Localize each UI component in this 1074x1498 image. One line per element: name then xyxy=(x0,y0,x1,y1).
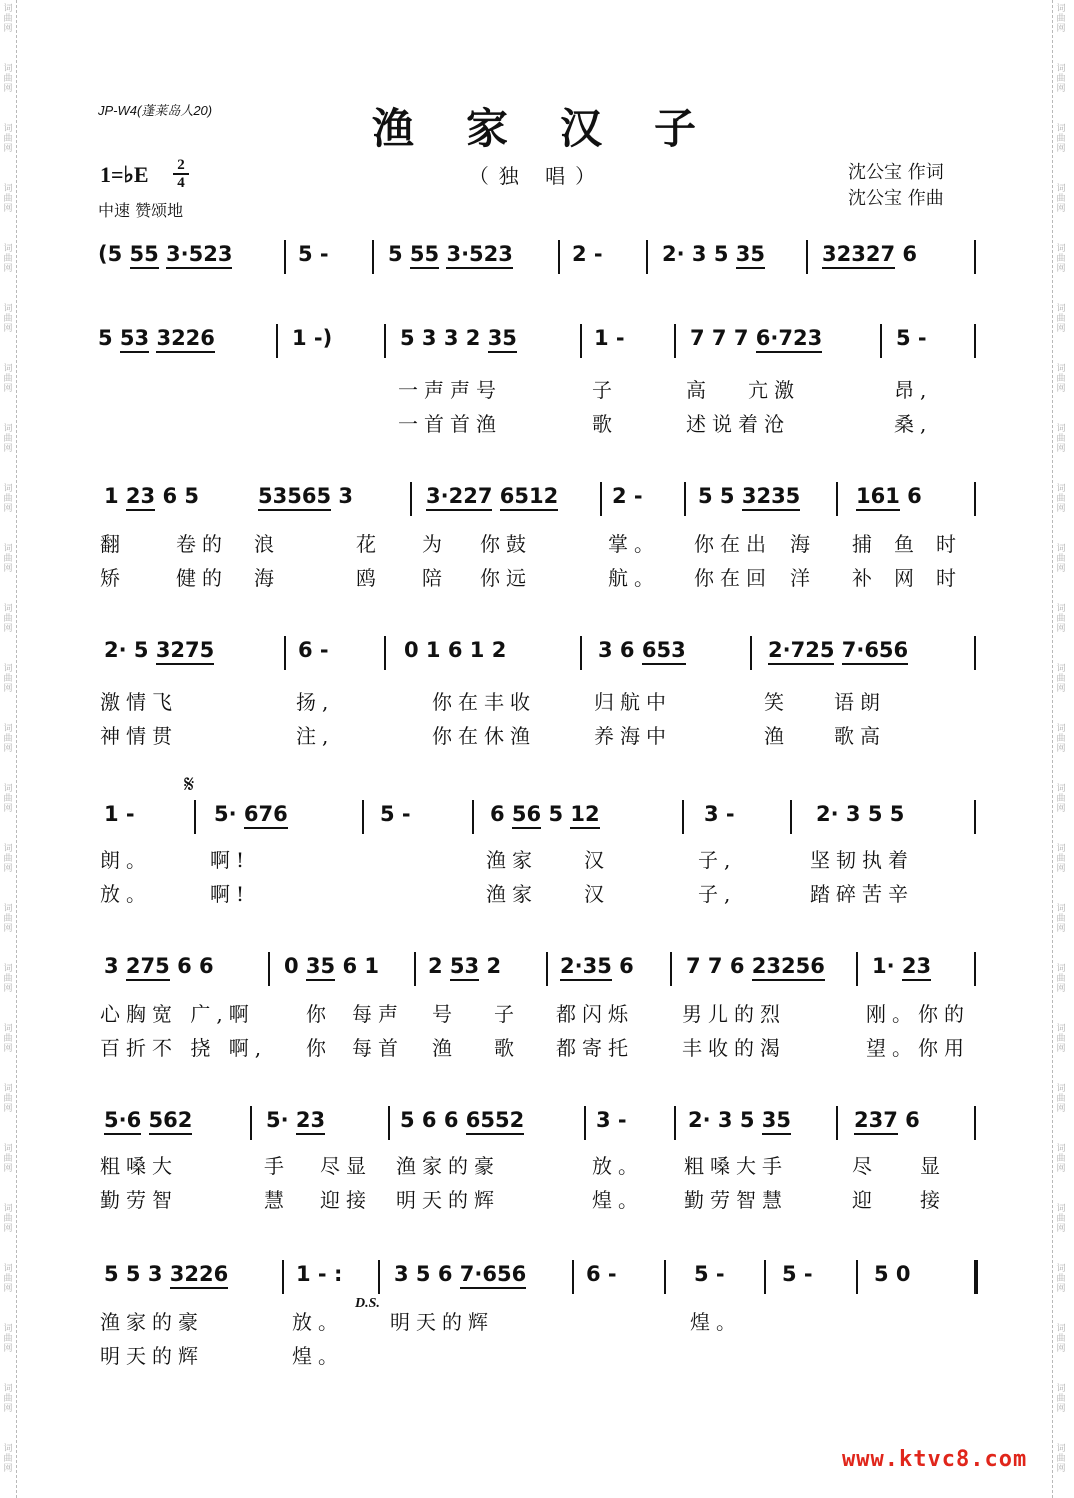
lyric-text: 时 xyxy=(936,532,962,556)
tempo-marking: 中速 赞颂地 xyxy=(98,201,184,220)
lyric-text: 鱼 xyxy=(894,532,920,556)
site-watermark: www.ktvc8.com xyxy=(842,1447,1028,1472)
lyric-text: 丰收的渴 xyxy=(682,1036,786,1060)
lyric-text: 每声 xyxy=(352,1002,404,1026)
watermark-text: 词 曲 网 xyxy=(3,544,13,574)
watermark-text: 词 曲 网 xyxy=(1056,664,1066,694)
lyric-text: 明天的辉 xyxy=(396,1188,500,1212)
measure-notes: 5· 23 xyxy=(266,1108,326,1132)
lyric-text: 明天的辉 xyxy=(390,1310,494,1334)
watermark-text: 词 曲 网 xyxy=(1056,1084,1066,1114)
lyric-text: 语朗 xyxy=(834,690,886,714)
barline xyxy=(880,324,882,358)
beam-line xyxy=(466,1133,524,1135)
lyric-text: 你鼓 xyxy=(480,532,532,556)
watermark-text: 词 曲 网 xyxy=(1056,124,1066,154)
lyric-text: 踏碎苦辛 xyxy=(810,882,914,906)
measure-notes: 2· 3 5 35 xyxy=(662,242,765,266)
barline xyxy=(600,482,602,516)
watermark-text: 词 曲 网 xyxy=(1056,484,1066,514)
measure-notes: 1 - : xyxy=(296,1262,343,1286)
lyric-text: 翻 xyxy=(100,532,126,556)
barline xyxy=(974,1260,978,1294)
watermark-text: 词 曲 网 xyxy=(3,964,13,994)
lyric-text: 鸥 xyxy=(356,566,382,590)
barline xyxy=(806,240,808,274)
lyric-text: 矫 xyxy=(100,566,126,590)
lyric-text: 渔家的豪 xyxy=(100,1310,204,1334)
barline xyxy=(194,800,196,834)
measure-notes: 1 23 6 5 xyxy=(104,484,199,508)
barline xyxy=(670,952,672,986)
lyric-text: 歌高 xyxy=(834,724,886,748)
measure-notes: 1 -) xyxy=(292,326,333,350)
lyric-text: 号 xyxy=(432,1002,458,1026)
lyric-text: 航。 xyxy=(608,566,660,590)
lyric-text: 都闪烁 xyxy=(556,1002,634,1026)
beam-line xyxy=(104,1133,141,1135)
measure-notes: 5 5 3 3226 xyxy=(104,1262,229,1286)
measure-notes: (5 55 3·523 xyxy=(98,242,233,266)
barline xyxy=(388,1106,390,1140)
barline xyxy=(682,800,684,834)
lyric-text: 粗嗓大 xyxy=(100,1154,178,1178)
watermark-text: 词 曲 网 xyxy=(3,904,13,934)
barline xyxy=(410,482,412,516)
barline xyxy=(750,636,752,670)
measure-notes: 1 - xyxy=(594,326,625,350)
watermark-text: 词 曲 网 xyxy=(1056,844,1066,874)
lyric-text: 笑 xyxy=(764,690,790,714)
measure-notes: 5·6 562 xyxy=(104,1108,193,1132)
lyric-text: 你远 xyxy=(480,566,532,590)
beam-line xyxy=(736,267,765,269)
beam-line xyxy=(126,979,170,981)
beam-line xyxy=(854,1133,898,1135)
measure-notes: 6 - xyxy=(298,638,329,662)
lyric-text: 养海中 xyxy=(594,724,672,748)
dal-segno-mark: D.S. xyxy=(355,1296,380,1311)
barline xyxy=(974,240,976,274)
beam-line xyxy=(450,979,479,981)
lyric-text: 渔家的豪 xyxy=(396,1154,500,1178)
watermark-text: 词 曲 网 xyxy=(1056,304,1066,334)
lyric-text: 显 xyxy=(920,1154,946,1178)
watermark-text: 词 曲 网 xyxy=(3,364,13,394)
beam-line xyxy=(756,351,822,353)
lyric-text: 高 xyxy=(686,378,712,402)
credits xyxy=(848,160,944,212)
watermark-text: 词 曲 网 xyxy=(3,1204,13,1234)
watermark-text: 词 曲 网 xyxy=(1056,964,1066,994)
lyric-text: 啊! xyxy=(210,882,251,906)
watermark-text: 词 曲 网 xyxy=(3,64,13,94)
lyric-text: 补 xyxy=(852,566,878,590)
beam-line xyxy=(306,979,335,981)
lyric-text: 渔 xyxy=(432,1036,458,1060)
beam-line xyxy=(822,267,895,269)
lyric-text: 接 xyxy=(920,1188,946,1212)
lyricist-credit: 沈公宝 作词 xyxy=(848,162,944,183)
barline xyxy=(856,952,858,986)
lyric-text: 放。 xyxy=(100,882,152,906)
watermark-text: 词 曲 网 xyxy=(3,184,13,214)
beam-line xyxy=(642,663,686,665)
lyric-text: 刚。你的 xyxy=(866,1002,970,1026)
beam-line xyxy=(258,509,331,511)
measure-notes: 5 55 3·523 xyxy=(388,242,513,266)
barline xyxy=(414,952,416,986)
beam-line xyxy=(742,509,800,511)
lyric-text: 男儿的烈 xyxy=(682,1002,786,1026)
lyric-text: 洋 xyxy=(790,566,816,590)
barline xyxy=(284,240,286,274)
measure-notes: 5 3 3 2 35 xyxy=(400,326,517,350)
measure-notes: 2 - xyxy=(612,484,643,508)
lyric-text: 煌。 xyxy=(592,1188,644,1212)
watermark-text: 词 曲 网 xyxy=(3,1264,13,1294)
watermark-text: 词 曲 网 xyxy=(3,1384,13,1414)
lyric-text: 慧 xyxy=(264,1188,290,1212)
watermark-text: 词 曲 网 xyxy=(3,4,13,34)
lyric-text: 扬, xyxy=(296,690,335,714)
time-signature xyxy=(172,157,190,191)
measure-notes: 53565 3 xyxy=(258,484,353,508)
watermark-text: 词 曲 网 xyxy=(1056,1144,1066,1174)
lyric-text: 一声声号 xyxy=(398,378,502,402)
measure-notes: 5 - xyxy=(782,1262,813,1286)
barline xyxy=(384,636,386,670)
lyric-text: 你 xyxy=(306,1002,332,1026)
lyric-text: 迎 xyxy=(852,1188,878,1212)
lyric-text: 捕 xyxy=(852,532,878,556)
lyric-text: 明天的辉 xyxy=(100,1344,204,1368)
watermark-text: 词 曲 网 xyxy=(1056,1384,1066,1414)
barline xyxy=(558,240,560,274)
measure-notes: 5 - xyxy=(298,242,329,266)
barline xyxy=(284,636,286,670)
lyric-text: 掌。 xyxy=(608,532,660,556)
barline xyxy=(974,636,976,670)
beam-line xyxy=(170,1287,228,1289)
barline xyxy=(572,1260,574,1294)
measure-notes: 3 - xyxy=(704,802,735,826)
lyric-text: 你在丰收 xyxy=(432,690,536,714)
watermark-text: 词 曲 网 xyxy=(1056,784,1066,814)
watermark-text: 词 曲 网 xyxy=(1056,1264,1066,1294)
lyric-text: 花 xyxy=(356,532,382,556)
barline xyxy=(790,800,792,834)
lyric-text: 归航中 xyxy=(594,690,672,714)
lyric-text: 你在休渔 xyxy=(432,724,536,748)
measure-notes: 2 - xyxy=(572,242,603,266)
watermark-text: 词 曲 网 xyxy=(1056,604,1066,634)
watermark-text: 词 曲 网 xyxy=(3,664,13,694)
lyric-text: 子 xyxy=(592,378,618,402)
lyric-text: 陪 xyxy=(422,566,448,590)
barline xyxy=(974,1106,976,1140)
watermark-text: 词 曲 网 xyxy=(3,484,13,514)
watermark-text: 词 曲 网 xyxy=(1056,364,1066,394)
lyric-text: 粗嗓大手 xyxy=(684,1154,788,1178)
measure-notes: 3 275 6 6 xyxy=(104,954,214,978)
right-watermark-strip xyxy=(1050,0,1068,1498)
lyric-text: 一首首渔 xyxy=(398,412,502,436)
lyric-text: 歌 xyxy=(592,412,618,436)
lyric-text: 啊! xyxy=(210,848,251,872)
measure-notes: 3 - xyxy=(596,1108,627,1132)
beam-line xyxy=(762,1133,791,1135)
watermark-text: 词 曲 网 xyxy=(1056,64,1066,94)
lyric-text: 卷的 xyxy=(176,532,228,556)
barline xyxy=(974,324,976,358)
watermark-text: 词 曲 网 xyxy=(1056,4,1066,34)
barline xyxy=(646,240,648,274)
watermark-text: 词 曲 网 xyxy=(1056,184,1066,214)
beam-line xyxy=(488,351,517,353)
beam-line xyxy=(752,979,825,981)
subtitle: （独 唱） xyxy=(468,164,606,188)
lyric-text: 神情贯 xyxy=(100,724,178,748)
measure-notes: 7 7 7 6·723 xyxy=(690,326,823,350)
measure-notes: 5 6 6 6552 xyxy=(400,1108,525,1132)
watermark-text: 词 曲 网 xyxy=(3,304,13,334)
beam-line xyxy=(512,827,541,829)
lyric-text: 健的 xyxy=(176,566,228,590)
watermark-text: 词 曲 网 xyxy=(1056,724,1066,754)
watermark-text: 词 曲 网 xyxy=(3,1444,13,1474)
lyric-text: 你 xyxy=(306,1036,332,1060)
beam-line xyxy=(410,267,439,269)
barline xyxy=(282,1260,284,1294)
beam-line xyxy=(856,509,900,511)
lyric-text: 尽 xyxy=(852,1154,878,1178)
composer-credit: 沈公宝 作曲 xyxy=(848,188,944,209)
barline xyxy=(276,324,278,358)
beam-line xyxy=(842,663,908,665)
measure-notes: 5 0 xyxy=(874,1262,911,1286)
watermark-text: 词 曲 网 xyxy=(3,1144,13,1174)
lyric-text: 亢激 xyxy=(748,378,800,402)
measure-notes: 2·725 7·656 xyxy=(768,638,909,662)
measure-notes: 5 5 3235 xyxy=(698,484,801,508)
lyric-text: 坚韧执着 xyxy=(810,848,914,872)
beam-line xyxy=(130,267,159,269)
barline xyxy=(764,1260,766,1294)
measure-notes: 0 35 6 1 xyxy=(284,954,379,978)
measure-notes: 32327 6 xyxy=(822,242,917,266)
watermark-text: 词 曲 网 xyxy=(1056,424,1066,454)
watermark-text: 词 曲 网 xyxy=(1056,1204,1066,1234)
measure-notes: 161 6 xyxy=(856,484,922,508)
beam-line xyxy=(768,663,834,665)
lyric-text: 海 xyxy=(254,566,280,590)
barline xyxy=(472,800,474,834)
watermark-text: 词 曲 网 xyxy=(1056,244,1066,274)
lyric-text: 煌。 xyxy=(292,1344,344,1368)
watermark-text: 词 曲 网 xyxy=(3,1024,13,1054)
barline xyxy=(684,482,686,516)
watermark-text: 词 曲 网 xyxy=(3,244,13,274)
barline xyxy=(974,800,976,834)
beam-line xyxy=(156,663,214,665)
barline xyxy=(378,1260,380,1294)
lyric-text: 汉 xyxy=(584,848,610,872)
beam-line xyxy=(500,509,558,511)
barline xyxy=(674,1106,676,1140)
lyric-text: 汉 xyxy=(584,882,610,906)
lyric-text: 勤劳智慧 xyxy=(684,1188,788,1212)
measure-notes: 5 - xyxy=(896,326,927,350)
barline xyxy=(674,324,676,358)
lyric-text: 渔家 xyxy=(486,882,538,906)
measure-notes: 2·35 6 xyxy=(560,954,634,978)
barline xyxy=(584,1106,586,1140)
measure-notes: 3·227 6512 xyxy=(426,484,559,508)
barline xyxy=(580,636,582,670)
lyric-text: 激情飞 xyxy=(100,690,178,714)
measure-notes: 0 1 6 1 2 xyxy=(404,638,507,662)
lyric-text: 渔 xyxy=(764,724,790,748)
measure-notes: 2 53 2 xyxy=(428,954,502,978)
watermark-text: 词 曲 网 xyxy=(1056,1324,1066,1354)
beam-line xyxy=(902,979,931,981)
watermark-text: 词 曲 网 xyxy=(3,724,13,754)
lyric-text: 每首 xyxy=(352,1036,404,1060)
lyric-text: 子, xyxy=(698,848,737,872)
barline xyxy=(372,240,374,274)
lyric-text: 手 xyxy=(264,1154,290,1178)
barline xyxy=(580,324,582,358)
barline xyxy=(836,482,838,516)
beam-line xyxy=(460,1287,526,1289)
watermark-text: 词 曲 网 xyxy=(3,784,13,814)
watermark-text: 词 曲 网 xyxy=(3,844,13,874)
watermark-text: 词 曲 网 xyxy=(1056,1024,1066,1054)
measure-notes: 5· 676 xyxy=(214,802,288,826)
lyric-text: 百折不 挠 啊, xyxy=(100,1036,268,1060)
watermark-text: 词 曲 网 xyxy=(3,124,13,154)
barline xyxy=(836,1106,838,1140)
beam-line xyxy=(570,827,599,829)
lyric-text: 迎接 xyxy=(320,1188,372,1212)
lyric-text: 尽显 xyxy=(320,1154,372,1178)
measure-notes: 3 5 6 7·656 xyxy=(394,1262,527,1286)
time-signature-bottom: 4 xyxy=(177,175,185,191)
barline xyxy=(362,800,364,834)
beam-line xyxy=(426,509,492,511)
lyric-text: 你在回 xyxy=(694,566,772,590)
beam-line xyxy=(446,267,512,269)
beam-line xyxy=(126,509,155,511)
watermark-text: 词 曲 网 xyxy=(3,1084,13,1114)
beam-line xyxy=(296,1133,325,1135)
beam-line xyxy=(120,351,149,353)
lyric-text: 心胸宽 广,啊 xyxy=(100,1002,255,1026)
watermark-text: 词 曲 网 xyxy=(1056,544,1066,574)
measure-notes: 7 7 6 23256 xyxy=(686,954,825,978)
measure-notes: 3 6 653 xyxy=(598,638,686,662)
lyric-text: 煌。 xyxy=(690,1310,742,1334)
barline xyxy=(546,952,548,986)
watermark-text: 词 曲 网 xyxy=(1056,1444,1066,1474)
measure-notes: 5 - xyxy=(694,1262,725,1286)
key-signature: 1=♭E xyxy=(100,162,149,187)
lyric-text: 注, xyxy=(296,724,335,748)
beam-line xyxy=(166,267,232,269)
barline xyxy=(664,1260,666,1294)
score-code: JP-W4(蓬莱岛人20) xyxy=(98,103,213,118)
watermark-text: 词 曲 网 xyxy=(3,424,13,454)
barline xyxy=(974,482,976,516)
measure-notes: 5 - xyxy=(380,802,411,826)
barline xyxy=(268,952,270,986)
barline xyxy=(250,1106,252,1140)
measure-notes: 5 53 3226 xyxy=(98,326,215,350)
lyric-text: 放。 xyxy=(292,1310,344,1334)
measure-notes: 2· 3 5 35 xyxy=(688,1108,791,1132)
beam-line xyxy=(156,351,214,353)
lyric-text: 放。 xyxy=(592,1154,644,1178)
lyric-text: 昂, xyxy=(894,378,933,402)
lyric-text: 海 xyxy=(790,532,816,556)
segno-sign: 𝄋 xyxy=(184,770,195,798)
lyric-text: 为 xyxy=(422,532,448,556)
beam-line xyxy=(560,979,612,981)
measure-notes: 1 - xyxy=(104,802,135,826)
lyric-text: 歌 xyxy=(494,1036,520,1060)
lyric-text: 时 xyxy=(936,566,962,590)
left-watermark-strip xyxy=(0,0,18,1498)
watermark-text: 词 曲 网 xyxy=(3,1324,13,1354)
lyric-text: 网 xyxy=(894,566,920,590)
lyric-text: 你在出 xyxy=(694,532,772,556)
measure-notes: 6 - xyxy=(586,1262,617,1286)
lyric-text: 望。你用 xyxy=(866,1036,970,1060)
lyric-text: 浪 xyxy=(254,532,280,556)
lyric-text: 都寄托 xyxy=(556,1036,634,1060)
barline xyxy=(974,952,976,986)
watermark-text: 词 曲 网 xyxy=(1056,904,1066,934)
measure-notes: 2· 3 5 5 xyxy=(816,802,905,826)
time-signature-top: 2 xyxy=(177,157,185,173)
lyric-text: 述说着沧 xyxy=(686,412,790,436)
beam-line xyxy=(244,827,288,829)
barline xyxy=(384,324,386,358)
watermark-text: 词 曲 网 xyxy=(3,604,13,634)
lyric-text: 勤劳智 xyxy=(100,1188,178,1212)
measure-notes: 237 6 xyxy=(854,1108,920,1132)
page-title: 渔家汉子 xyxy=(371,104,748,153)
measure-notes: 6 56 5 12 xyxy=(490,802,600,826)
measure-notes: 2· 5 3275 xyxy=(104,638,215,662)
lyric-text: 渔家 xyxy=(486,848,538,872)
barline xyxy=(856,1260,858,1294)
measure-notes: 1· 23 xyxy=(872,954,932,978)
lyric-text: 子 xyxy=(494,1002,520,1026)
beam-line xyxy=(149,1133,193,1135)
lyric-text: 桑, xyxy=(894,412,933,436)
lyric-text: 朗。 xyxy=(100,848,152,872)
lyric-text: 子, xyxy=(698,882,737,906)
